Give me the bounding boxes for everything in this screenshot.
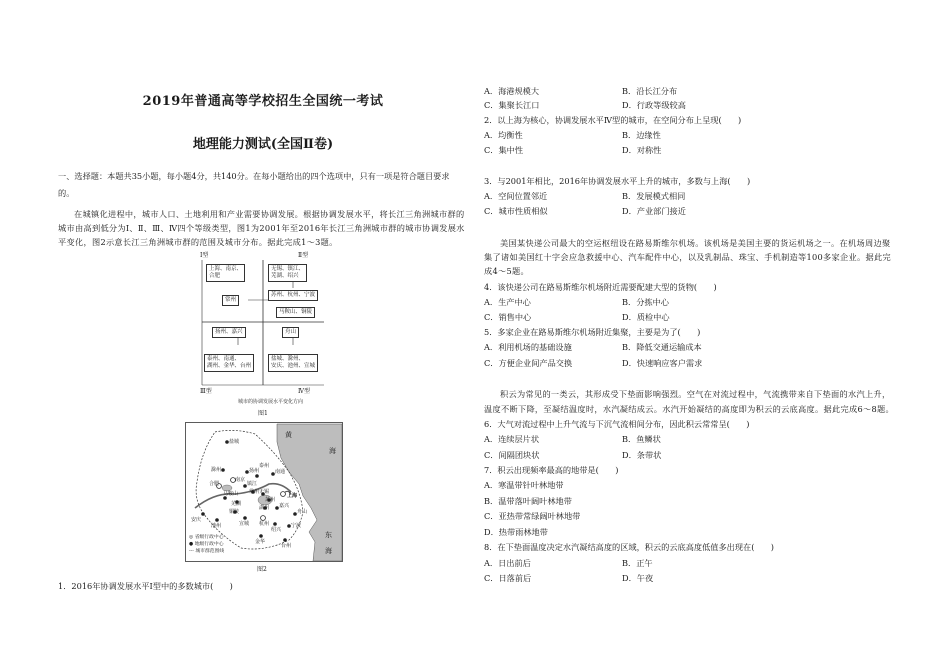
fig2-city: 台州 (281, 543, 292, 549)
fig2-yellow-sea-1: 黄 (285, 431, 292, 439)
exam-title: 2019年普通高等学校招生全国统一考试 (142, 94, 384, 109)
fig1-box-changzhou: 常州 (222, 295, 239, 306)
q2-option-d: D．对称性 (622, 145, 662, 155)
intro1-line1: 在城镇化进程中，城市人口、土地利用和产业需要协调发展。根据协调发展水平，将长江三角洲城市群的 (74, 209, 465, 219)
fig2-city: 滁州 (211, 467, 222, 473)
q8-option-c: C．日落前后 (484, 573, 532, 583)
intro2-line1: 美国某快递公司最大的空运枢纽设在路易斯维尔机场。该机场是美国主要的货运机场之一。在机场周边聚 (500, 238, 891, 248)
fig2-legend-provincial: ◎ 省级行政中心 (189, 535, 224, 540)
q7-stem: 7．积云出现频率最高的地带是( ) (484, 465, 619, 475)
q4-stem: 4．该快递公司在路易斯维尔机场附近需要配建大型的货物( ) (484, 282, 717, 292)
q1-stem: 1．2016年协调发展水平Ⅰ型中的多数城市( ) (58, 581, 233, 591)
q8-option-a: A．日出前后 (484, 558, 531, 568)
q5-option-b: B．降低交通运输成本 (622, 342, 702, 352)
intro1-line3: 平变化，图2示意长江三角洲城市群的范围及城市分布。据此完成1～3题。 (58, 237, 338, 247)
fig2-city: 金华 (255, 539, 266, 545)
fig2-city: 常州 (249, 489, 260, 495)
figure1 (198, 250, 328, 415)
q6-option-d: D．条带状 (622, 450, 662, 460)
fig2-city: 合肥 (209, 481, 220, 487)
fig2-city: 泰州 (259, 463, 270, 469)
fig2-city: 绍兴 (271, 527, 282, 533)
fig2-city: 盐城 (229, 439, 240, 445)
q3-option-c: C．城市性质相似 (484, 206, 548, 216)
q7-option-d: D．热带雨林地带 (484, 527, 548, 537)
q1-option-b: B．沿长江分布 (622, 86, 678, 96)
figure2 (185, 422, 343, 573)
fig2-legend-prefecture: ● 地级行政中心 (189, 542, 224, 547)
q7-option-c: C．亚热带常绿阔叶林地带 (484, 511, 581, 521)
fig2-city: 镇江 (247, 481, 258, 487)
section-instruction-line1: 一、选择题：本题共35小题，每小题4分，共140分。在每小题给出的四个选项中，只有一项是符合题目要求 (58, 171, 450, 181)
fig2-east-sea-1: 东 (325, 531, 332, 539)
q6-option-b: B．鱼鳞状 (622, 434, 661, 444)
fig2-city: 宁波 (291, 523, 302, 529)
q2-option-c: C．集中性 (484, 145, 524, 155)
fig2-city: 上海 (287, 493, 298, 499)
exam-subtitle: 地理能力测试(全国Ⅱ卷) (192, 137, 334, 152)
fig1-box-type3: 泰州、南通、 湖州、金华、台州 (204, 354, 254, 372)
q2-stem: 2．以上海为核心，协调发展水平Ⅳ型的城市，在空间分布上呈现( ) (484, 115, 742, 125)
fig2-caption: 图2 (257, 566, 267, 573)
q2-option-a: A．均衡性 (484, 130, 523, 140)
section-instruction-line2: 的。 (58, 188, 75, 198)
intro2-line3: 成4～5题。 (484, 266, 529, 276)
q4-option-b: B．分拣中心 (622, 297, 669, 307)
fig1-box-maanshan: 马鞍山、铜陵 (276, 307, 315, 318)
fig2-yellow-sea-2: 海 (329, 447, 336, 455)
q1-option-c: C．集聚长江口 (484, 100, 540, 110)
q4-option-c: C．销售中心 (484, 312, 532, 322)
fig2-city: 马鞍山 (223, 491, 239, 497)
q8-option-b: B．正午 (622, 558, 653, 568)
fig1-legend: 城市的协调发展水平变化方向 (238, 399, 304, 405)
intro3-line1: 积云为常见的一类云，其形成受下垫面影响强烈。空气在对流过程中，气流携带来自下垫面的水汽上升， (500, 389, 891, 399)
q3-stem: 3．与2001年相比，2016年协调发展水平上升的城市，多数与上海( ) (484, 176, 751, 186)
fig2-city: 南通 (275, 469, 286, 475)
fig2-city: 安庆 (191, 517, 202, 523)
fig2-city: 南京 (235, 477, 246, 483)
fig2-city: 宣城 (239, 521, 250, 527)
q6-option-c: C．间隔团块状 (484, 450, 540, 460)
q6-option-a: A．连续层片状 (484, 434, 540, 444)
q1-option-d: D．行政等级较高 (622, 100, 686, 110)
intro1-line2: 城市由高到低分为Ⅰ、Ⅱ、Ⅲ、Ⅳ四个等级类型，图1为2001年至2016年长江三角洲城市群的城市协调发展水 (58, 223, 465, 233)
fig2-city: 湖州 (259, 505, 270, 511)
fig1-box-zhoushan: 舟山 (282, 327, 299, 338)
q3-option-d: D．产业部门接近 (622, 206, 686, 216)
fig1-caption: 图1 (258, 410, 268, 417)
q1-option-a: A．海港规模大 (484, 86, 540, 96)
q5-option-d: D．快速响应客户需求 (622, 358, 703, 368)
q5-stem: 5．多家企业在路易斯维尔机场附近集聚，主要是为了( ) (484, 327, 701, 337)
intro2-line2: 集了诸如美国红十字会应急救援中心、汽车配件中心，以及乳制品、珠宝、手机制造等100多家企业。据此完 (484, 252, 891, 262)
fig2-legend-boundary: --- 城市群范围线 (189, 549, 225, 554)
fig1-type2-label: Ⅱ型 (298, 252, 309, 259)
fig2-city: 池州 (211, 523, 222, 529)
fig2-city: 嘉兴 (279, 503, 290, 509)
q7-option-b: B．温带落叶阔叶林地带 (484, 496, 572, 506)
q3-option-b: B．发展模式相同 (622, 191, 686, 201)
q2-option-b: B．边缘性 (622, 130, 661, 140)
fig1-box-type1: 上海、南京、 合肥 (206, 264, 245, 282)
q6-stem: 6．大气对流过程中上升气流与下沉气流相间分布，因此积云常常呈( ) (484, 419, 750, 429)
fig1-box-type2-upper: 无锡、镇江、 芜湖、绍兴 (268, 264, 307, 282)
fig2-city: 无锡 (259, 489, 270, 495)
fig2-city: 芜湖 (231, 501, 242, 507)
fig2-city: 铜陵 (229, 509, 240, 515)
fig2-city: 苏州 (265, 497, 276, 503)
q5-option-c: C．方便企业间产品交换 (484, 358, 573, 368)
fig1-box-suzhou: 苏州、杭州、宁波 (268, 290, 318, 301)
q8-option-d: D．午夜 (622, 573, 654, 583)
q5-option-a: A．利用机场的基础设施 (484, 342, 572, 352)
fig1-box-type4: 盐城、滁州、 安庆、池州、宣城 (268, 354, 318, 372)
q3-option-a: A．空间位置邻近 (484, 191, 548, 201)
fig1-box-yangzhou: 扬州、嘉兴 (212, 327, 246, 338)
fig2-city: 扬州 (249, 468, 260, 474)
fig1-type3-label: Ⅲ型 (200, 388, 212, 395)
fig2-city: 舟山 (297, 509, 308, 515)
fig2-city: 杭州 (259, 521, 270, 527)
q4-option-a: A．生产中心 (484, 297, 531, 307)
q8-stem: 8．在下垫面温度决定水汽凝结高度的区域，积云的云底高度低值多出现在( ) (484, 542, 774, 552)
q7-option-a: A．寒温带针叶林地带 (484, 480, 564, 490)
fig2-east-sea-2: 海 (325, 547, 332, 555)
fig1-type1-label: Ⅰ型 (200, 252, 209, 259)
q4-option-d: D．质检中心 (622, 312, 670, 322)
intro3-line2: 温度不断下降，至凝结温度时，水汽凝结成云。水汽开始凝结的高度即为积云的云底高度。据此完成6～8题。 (484, 404, 894, 414)
fig1-type4-label: Ⅳ型 (298, 388, 310, 395)
